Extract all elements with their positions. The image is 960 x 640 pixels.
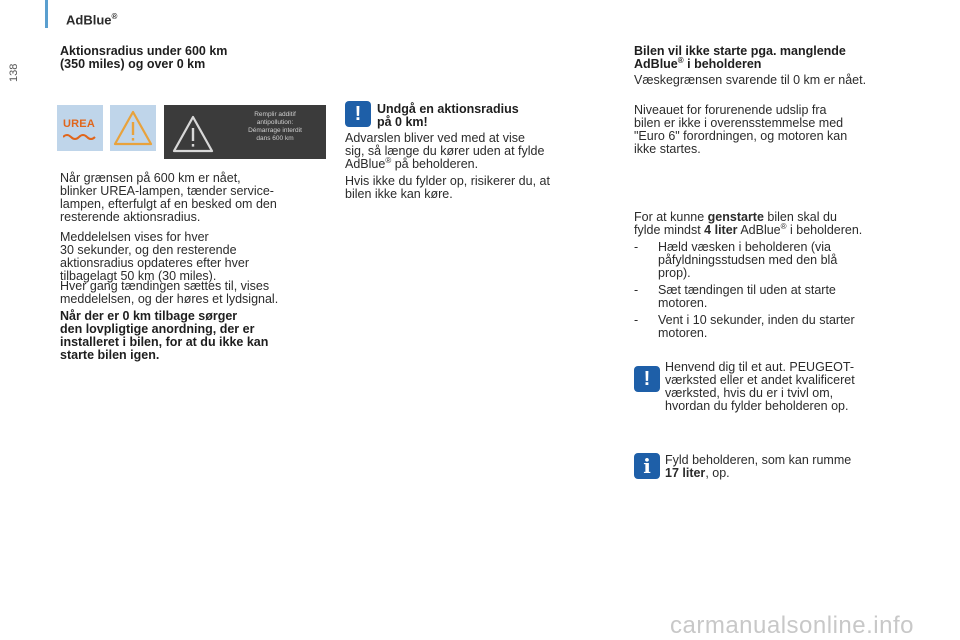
section-heading-range: Aktionsradius under 600 km (350 miles) og over 0 km	[60, 44, 228, 71]
info-icon: i	[634, 453, 660, 479]
paragraph-ignition-signal: Hver gang tændingen sættes til, vises meddelelsen, og der høres et lydsignal.	[60, 279, 279, 306]
paragraph-euro6: Niveauet for forurenende udslip fra bilen er ikke i overensstemmelse med "Euro 6" forordningen, og motoren kan ikke startes.	[634, 103, 848, 156]
warning-triangle-icon	[110, 105, 156, 151]
section-heading-no-start: Bilen vil ikke starte pga. manglende AdBlue® i beholderen	[634, 44, 846, 71]
paragraph-limit-reached: Væskegrænsen svarende til 0 km er nået.	[634, 73, 867, 87]
paragraph-range-limit: Når grænsen på 600 km er nået, blinker UREA-lampen, tænder service- lampen, efterfulgt af en besked om den resterende aktionsradius.	[60, 171, 277, 224]
paragraph-zero-km-bold: Når der er 0 km tilbage sørger den lovpligtige anordning, der er installeret i bilen, for at du ikke kan starte bilen igen.	[60, 309, 269, 362]
dashboard-screen-message: Remplir additif antipollution: Démarrage interdit dans 600 km	[164, 105, 326, 159]
page-number: 138	[8, 63, 20, 83]
paragraph-message-interval: Meddelelsen vises for hver 30 sekunder, og den resterende aktionsradius opdateres efter hver tilbagelagt 50 km (30 miles).	[60, 230, 249, 283]
paragraph-risk-no-drive: Hvis ikke du fylder op, risikerer du, at bilen ikke kan køre.	[345, 174, 550, 201]
header-accent-line	[45, 0, 48, 28]
note-contact-workshop: Henvend dig til et aut. PEUGEOT- værksted eller et andet kvalificeret værksted, hvis du er i tvivl om, hvordan du fylder beholderen op.	[665, 360, 855, 413]
watermark: carmanualsonline.info	[670, 612, 914, 639]
urea-wave-icon	[63, 133, 97, 141]
paragraph-warning-persist: Advarslen bliver ved med at vise sig, så længe du kører uden at fylde AdBlue® på beholderen.	[345, 131, 545, 171]
paragraph-restart-instructions: For at kunne genstarte bilen skal du fylde mindst 4 liter AdBlue® i beholderen.	[634, 210, 863, 237]
screen-warning-triangle-icon	[170, 113, 216, 155]
exclamation-warning-icon: !	[345, 101, 371, 127]
page-title: AdBlue®	[66, 12, 118, 28]
note-tank-capacity: Fyld beholderen, som kan rumme 17 liter, op.	[665, 453, 852, 480]
urea-warning-lamp: UREA	[57, 105, 103, 151]
warning-heading-avoid-zero: Undgå en aktionsradius på 0 km!	[377, 102, 519, 129]
exclamation-warning-icon: !	[634, 366, 660, 392]
service-warning-lamp	[110, 105, 156, 151]
